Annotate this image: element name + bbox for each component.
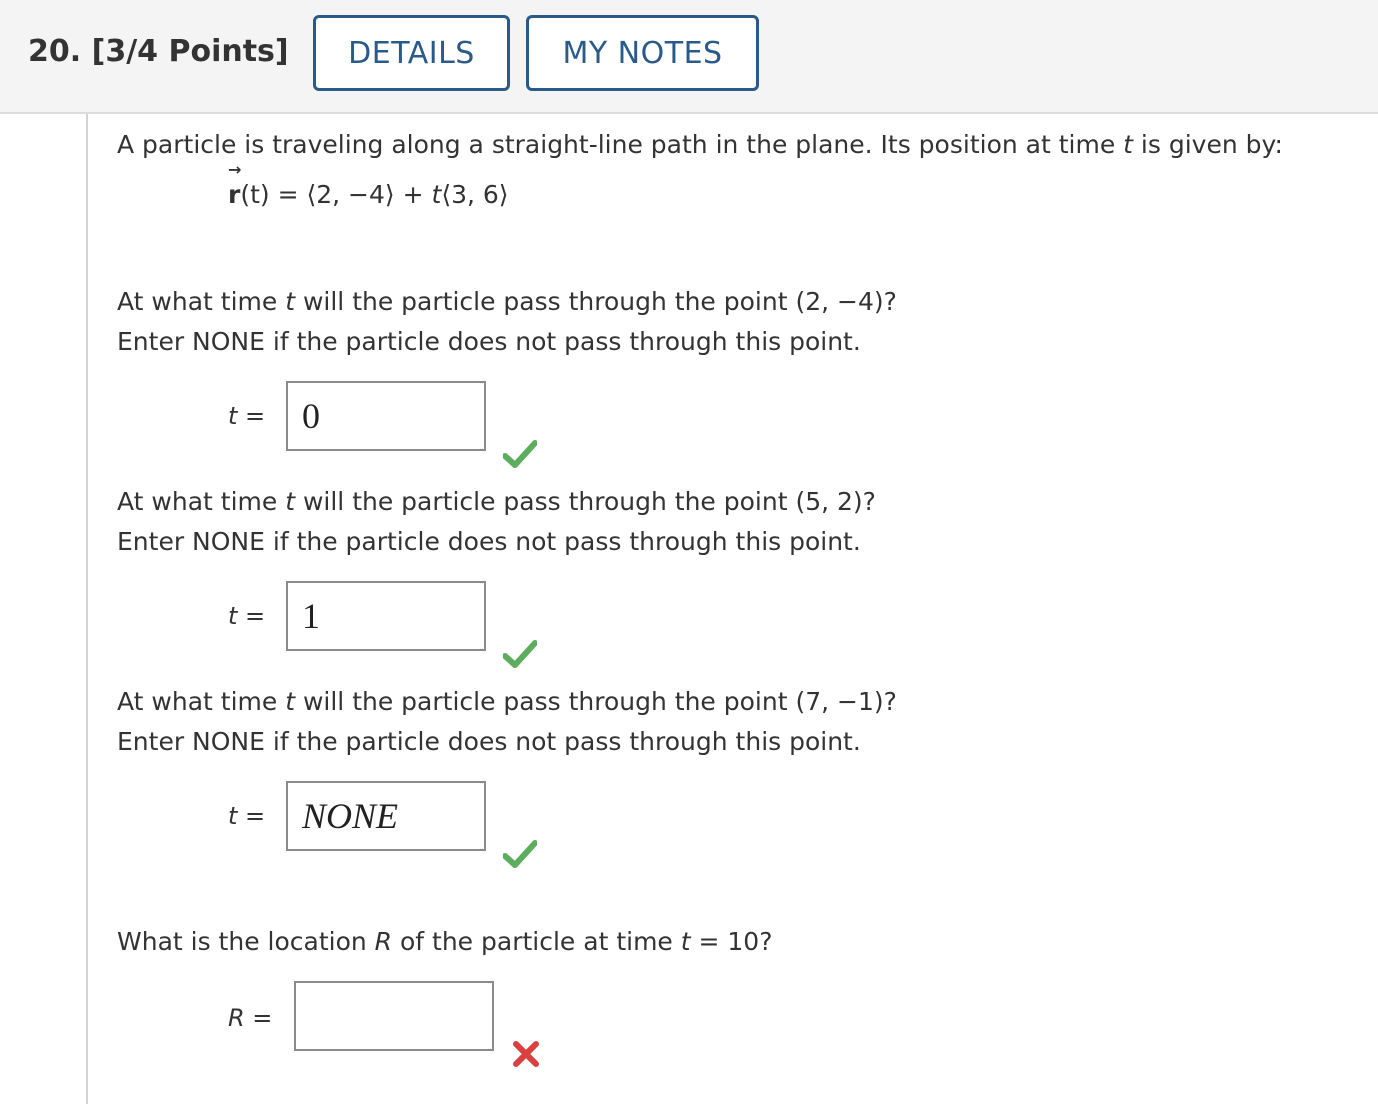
part2-answer-input[interactable]: 1 — [286, 581, 486, 651]
details-button[interactable]: DETAILS — [313, 15, 510, 91]
question-header — [0, 0, 1378, 114]
question-number-points — [28, 34, 289, 69]
check-icon — [503, 640, 537, 668]
part2-note: Enter NONE if the particle does not pass through this point. — [117, 527, 861, 556]
part4-answer-input[interactable] — [294, 981, 494, 1051]
part4-question: What is the location R of the particle at time t = 10? — [117, 927, 773, 956]
part3-question: At what time t will the particle pass through the point (7, −1)? — [117, 687, 897, 716]
position-formula: → r(t) = ⟨2, −4⟩ + t⟨3, 6⟩ — [228, 160, 509, 209]
check-icon — [503, 440, 537, 468]
vector-r: → r — [228, 160, 242, 209]
part2-label: t = — [228, 602, 266, 630]
question-points: [3/4 Points] — [91, 34, 289, 69]
part2-question: At what time t will the particle pass through the point (5, 2)? — [117, 487, 876, 516]
content-left-rule — [86, 114, 88, 1104]
part1-note: Enter NONE if the particle does not pass through this point. — [117, 327, 861, 356]
part1-label: t = — [228, 402, 266, 430]
part3-answer-input[interactable]: NONE — [286, 781, 486, 851]
part3-label: t = — [228, 802, 266, 830]
part1-question: At what time t will the particle pass through the point (2, −4)? — [117, 287, 897, 316]
my-notes-button[interactable]: MY NOTES — [526, 15, 759, 91]
part1-answer-input[interactable]: 0 — [286, 381, 486, 451]
question-number: 20. — [28, 34, 82, 69]
problem-intro: A particle is traveling along a straight-line path in the plane. Its position at time t is given by: — [117, 130, 1283, 159]
incorrect-x-icon — [512, 1040, 540, 1068]
vector-arrow-icon: → — [228, 160, 242, 179]
part4-label: R = — [228, 1004, 273, 1032]
part3-note: Enter NONE if the particle does not pass through this point. — [117, 727, 861, 756]
check-icon — [503, 840, 537, 868]
